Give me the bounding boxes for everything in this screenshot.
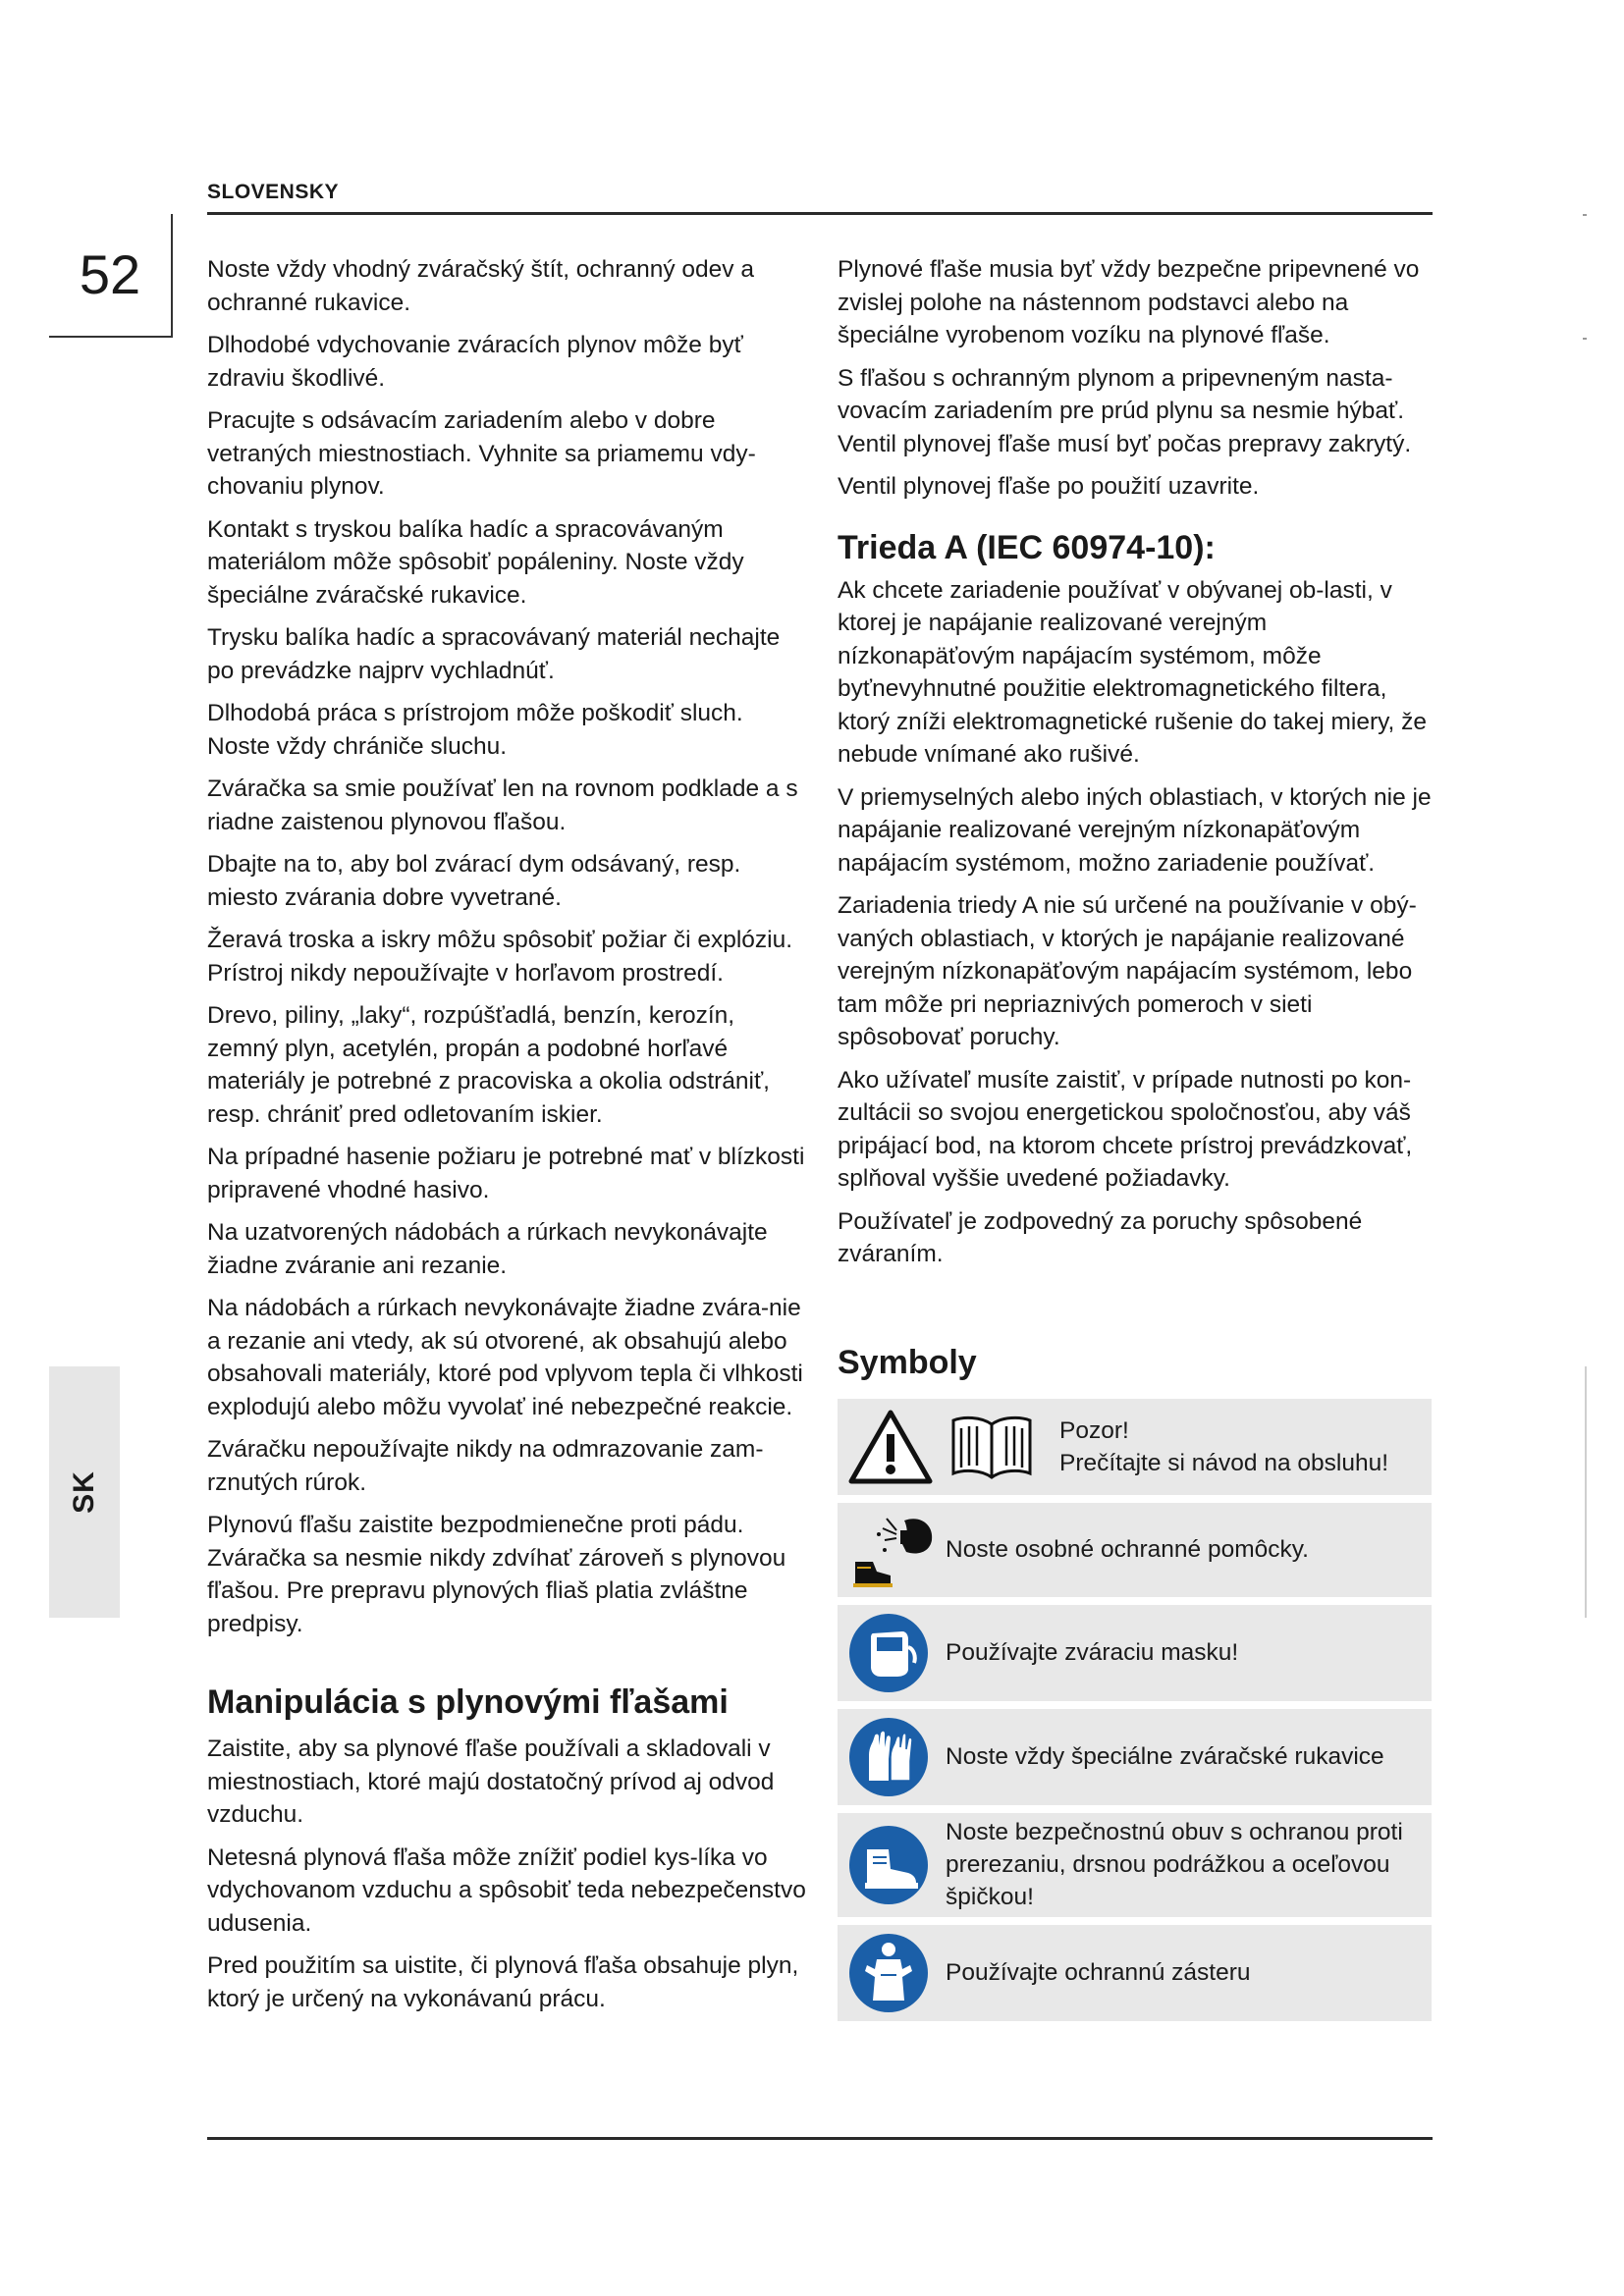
paragraph: Pracujte s odsávacím zariadením alebo v dobre vetraných miestnostiach. Vyhnite sa priamemu vdy-chovaniu plynov. <box>207 407 756 500</box>
symbol-text-line: Pozor! <box>1059 1416 1129 1444</box>
symbol-text: Noste vždy špeciálne zváračské rukavice <box>946 1743 1384 1770</box>
paragraph: V priemyselných alebo iných oblastiach, v ktorých nie je napájanie realizované verejným nízkonapäťovým napájacím systémom, možno zariadenie používať. <box>838 783 1432 877</box>
registration-mark <box>1583 338 1587 340</box>
language-heading: SLOVENSKY <box>207 181 340 203</box>
paragraph: Plynovú fľašu zaistite bezpodmienečne proti pádu. Zváračka sa nesmie nikdy zdvíhať zároveň s plynovou fľašou. Pre prepravu plynových fliaš platia zvláštne predpisy. <box>207 1512 786 1637</box>
footer-divider <box>207 2137 1433 2140</box>
paragraph: Na nádobách a rúrkach nevykonávajte žiadne zvára-nie a rezanie ani vtedy, ak sú otvorené, ak obsahujú alebo obsahovali materiály, ktoré pod vplyvom tepla či vlhkosti explodujú alebo môžu vyvolať iné nebezpečné reakcie. <box>207 1295 803 1420</box>
protective-equipment-icon <box>847 1511 938 1589</box>
symbol-text: Noste bezpečnostnú obuv s ochranou proti prerezaniu, drsnou podrážkou a oceľovou špičkou! <box>946 1819 1403 1910</box>
paragraph: Plynové fľaše musia byť vždy bezpečne pripevnené vo zvislej polohe na nástennom podstavci alebo na špeciálne vyrobenom vozíku na plynové fľaše. <box>838 256 1420 348</box>
symbol-text <box>1059 1415 1388 1479</box>
symbol-row-ppe <box>838 1503 1432 1597</box>
paragraph: Zváračka sa smie používať len na rovnom podklade a s riadne zaistenou plynovou fľašou. <box>207 775 798 835</box>
language-side-tab-label: SK <box>68 1470 100 1514</box>
paragraph: Ako užívateľ musíte zaistiť, v prípade nutnosti po kon-zultácii so svojou energetickou spoločnosťou, aby váš pripájací bod, na ktorom chcete prístroj prevádzkovať, splňoval vyššie uvedené požiadavky. <box>838 1066 1413 1192</box>
gloves-icon <box>847 1716 930 1798</box>
registration-mark <box>1583 214 1587 216</box>
symbol-text: Používajte zváraciu masku! <box>946 1639 1239 1666</box>
paragraph: Dbajte na to, aby bol zvárací dym odsávaný, resp. miesto zvárania dobre vyvetrané. <box>207 851 741 911</box>
left-column <box>207 253 806 2025</box>
symbol-row-warning <box>838 1399 1432 1495</box>
paragraph: Netesná plynová fľaša môže znížiť podiel kys-líka vo vdychovanom vzduchu a spôsobiť teda nebezpečenstvo udusenia. <box>207 1843 806 1937</box>
language-side-tab <box>49 1366 120 1618</box>
section-heading-symbols: Symboly <box>838 1343 977 1381</box>
paragraph: Používateľ je zodpovedný za poruchy spôsobené zváraním. <box>838 1207 1363 1267</box>
paragraph: S fľašou s ochranným plynom a pripevneným nasta-vovacím zariadením pre prúd plynu sa nesmie hýbať. Ventil plynovej fľaše musí byť počas prepravy zakrytý. <box>838 364 1412 457</box>
paragraph: Zváračku nepoužívajte nikdy na odmrazovanie zam-rznutých rúrok. <box>207 1436 764 1496</box>
instruction-manual-icon <box>947 1413 1036 1481</box>
right-column <box>838 253 1435 2029</box>
symbols-list <box>838 1399 1432 2021</box>
symbol-row-welding-mask <box>838 1605 1432 1701</box>
paragraph: Noste vždy vhodný zváračský štít, ochranný odev a ochranné rukavice. <box>207 256 754 316</box>
symbol-row-safety-shoes <box>838 1813 1432 1917</box>
paragraph: Zaistite, aby sa plynové fľaše používali a skladovali v miestnostiach, ktoré majú dostatočný prívod aj odvod vzduchu. <box>207 1735 775 1828</box>
paragraph: Drevo, piliny, „laky“, rozpúšťadlá, benzín, kerozín, zemný plyn, acetylén, propán a podobné horľavé materiály je potrebné z pracoviska a okolia odstrániť, resp. chrániť pred odletovaním iskier. <box>207 1002 770 1128</box>
registration-mark <box>1585 1366 1587 1618</box>
symbol-text-line: Prečítajte si návod na obsluhu! <box>1059 1449 1389 1476</box>
symbol-text: Noste osobné ochranné pomôcky. <box>946 1536 1309 1563</box>
paragraph: Pred použitím sa uistite, či plynová fľaša obsahuje plyn, ktorý je určený na vykonávanú prácu. <box>207 1952 799 2012</box>
paragraph: Na uzatvorených nádobách a rúrkach nevykonávajte žiadne zváranie ani rezanie. <box>207 1219 768 1279</box>
paragraph: Dlhodobé vdychovanie zváracích plynov môže byť zdraviu škodlivé. <box>207 332 743 392</box>
paragraph: Kontakt s tryskou balíka hadíc a spracovávaným materiálom môže spôsobiť popáleniny. Noste vždy špeciálne zváračské rukavice. <box>207 515 744 609</box>
paragraph: Ak chcete zariadenie používať v obývanej ob-lasti, v ktorej je napájanie realizované verejným nízkonapäťovým napájacím systémom, môže byťnevyhnutné použitie elektromagnetického filtera, ktorý zníži elektromagnetické rušenie do takej miery, že nebude vnímané ako rušivé. <box>838 576 1428 768</box>
paragraph: Ventil plynovej fľaše po použití uzavrite. <box>838 473 1260 500</box>
symbol-text: Používajte ochrannú zásteru <box>946 1959 1251 1986</box>
paragraph: Na prípadné hasenie požiaru je potrebné mať v blízkosti pripravené vhodné hasivo. <box>207 1144 805 1203</box>
apron-icon <box>847 1932 930 2014</box>
symbol-row-gloves <box>838 1709 1432 1805</box>
paragraph: Zariadenia triedy A nie sú určené na používanie v obý-vaných oblastiach, v ktorých je napájanie realizované verejným nízkonapäťovým napájacím systémom, lebo tam môže pri nepriaznivých pomeroch v sieti spôsobovať poruchy. <box>838 892 1417 1050</box>
paragraph: Žeravá troska a iskry môžu spôsobiť požiar či explóziu. Prístroj nikdy nepoužívajte v horľavom prostredí. <box>207 927 793 987</box>
page-number: 52 <box>79 243 141 305</box>
welding-mask-icon <box>847 1612 930 1694</box>
warning-triangle-icon <box>847 1409 934 1485</box>
paragraph: Dlhodobá práca s prístrojom môže poškodiť sluch. Noste vždy chrániče sluchu. <box>207 700 743 760</box>
section-heading-gas-cylinders: Manipulácia s plynovými fľašami <box>207 1683 729 1721</box>
paragraph: Trysku balíka hadíc a spracovávaný materiál nechajte po prevádzke najprv vychladnúť. <box>207 624 781 684</box>
symbol-row-apron <box>838 1925 1432 2021</box>
safety-boot-icon <box>847 1824 930 1906</box>
header-divider <box>207 212 1433 215</box>
section-heading-class-a: Trieda A (IEC 60974-10): <box>838 528 1216 566</box>
